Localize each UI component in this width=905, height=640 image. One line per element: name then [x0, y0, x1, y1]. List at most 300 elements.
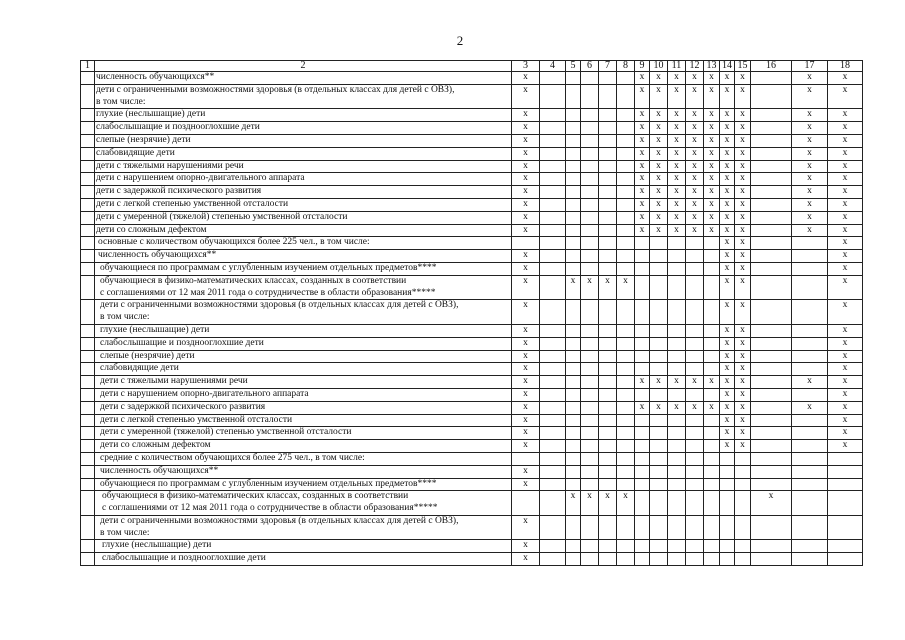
- mark-cell: x: [512, 440, 540, 453]
- mark-cell: x: [635, 211, 650, 224]
- mark-cell: [566, 134, 581, 147]
- mark-cell: [566, 160, 581, 173]
- mark-cell: [635, 337, 650, 350]
- mark-cell: x: [512, 478, 540, 491]
- row-label: дети с ограниченными возможностями здоровья (в отдельных классах для детей с ОВЗ), в том числе:: [95, 515, 512, 540]
- table-row: [81, 350, 863, 363]
- mark-cell: [617, 237, 635, 250]
- mark-cell: [599, 465, 617, 478]
- mark-cell: x: [650, 122, 668, 135]
- mark-cell: [512, 452, 540, 465]
- table-row: [81, 376, 863, 389]
- mark-cell: [599, 84, 617, 109]
- row-number-cell: [81, 478, 95, 491]
- mark-cell: x: [735, 109, 751, 122]
- mark-cell: [650, 237, 668, 250]
- mark-cell: [581, 388, 599, 401]
- mark-cell: [581, 376, 599, 389]
- mark-cell: [792, 452, 828, 465]
- row-label: дети с тяжелыми нарушениями речи: [95, 160, 512, 173]
- row-number-cell: [81, 414, 95, 427]
- mark-cell: [650, 300, 668, 325]
- mark-cell: [581, 350, 599, 363]
- mark-cell: [617, 250, 635, 263]
- mark-cell: [686, 275, 704, 300]
- mark-cell: [668, 478, 686, 491]
- mark-cell: [581, 452, 599, 465]
- row-label: дети с задержкой психического развития: [95, 186, 512, 199]
- mark-cell: [650, 337, 668, 350]
- mark-cell: [540, 465, 566, 478]
- mark-cell: x: [704, 160, 720, 173]
- mark-cell: [540, 84, 566, 109]
- table-row: [81, 109, 863, 122]
- mark-cell: [581, 540, 599, 553]
- row-number-cell: [81, 540, 95, 553]
- mark-cell: x: [792, 401, 828, 414]
- row-label: обучающиеся по программам с углубленным изучением отдельных предметов****: [95, 478, 512, 491]
- mark-cell: [635, 237, 650, 250]
- mark-cell: x: [704, 198, 720, 211]
- mark-cell: [751, 376, 792, 389]
- mark-cell: [735, 465, 751, 478]
- mark-cell: [566, 109, 581, 122]
- mark-cell: [668, 337, 686, 350]
- mark-cell: [751, 237, 792, 250]
- mark-cell: x: [686, 122, 704, 135]
- row-number-cell: [81, 109, 95, 122]
- mark-cell: [668, 452, 686, 465]
- mark-cell: [686, 491, 704, 516]
- row-label: дети со сложным дефектом: [95, 224, 512, 237]
- mark-cell: [686, 300, 704, 325]
- mark-cell: [650, 427, 668, 440]
- mark-cell: [751, 250, 792, 263]
- mark-cell: [720, 553, 735, 566]
- row-label: основные с количеством обучающихся более 225 чел., в том числе:: [95, 237, 512, 250]
- mark-cell: [792, 553, 828, 566]
- mark-cell: [566, 414, 581, 427]
- mark-cell: x: [512, 515, 540, 540]
- mark-cell: [720, 540, 735, 553]
- mark-cell: x: [635, 376, 650, 389]
- mark-cell: x: [828, 160, 863, 173]
- mark-cell: [599, 300, 617, 325]
- mark-cell: [704, 337, 720, 350]
- table-row: [81, 224, 863, 237]
- mark-cell: [617, 515, 635, 540]
- mark-cell: x: [720, 134, 735, 147]
- row-number-cell: [81, 337, 95, 350]
- table-row: [81, 275, 863, 300]
- mark-cell: x: [792, 211, 828, 224]
- mark-cell: [599, 401, 617, 414]
- mark-cell: x: [720, 388, 735, 401]
- mark-cell: x: [792, 147, 828, 160]
- mark-cell: x: [828, 109, 863, 122]
- mark-cell: x: [720, 250, 735, 263]
- row-label: дети с легкой степенью умственной отсталости: [95, 198, 512, 211]
- mark-cell: [735, 478, 751, 491]
- mark-cell: x: [704, 134, 720, 147]
- table-row: [81, 452, 863, 465]
- mark-cell: [581, 173, 599, 186]
- mark-cell: x: [828, 363, 863, 376]
- mark-cell: [617, 262, 635, 275]
- mark-cell: x: [735, 262, 751, 275]
- mark-cell: x: [735, 84, 751, 109]
- mark-cell: [599, 72, 617, 85]
- mark-cell: [751, 275, 792, 300]
- mark-cell: x: [735, 275, 751, 300]
- mark-cell: x: [686, 401, 704, 414]
- mark-cell: [668, 388, 686, 401]
- mark-cell: x: [566, 491, 581, 516]
- mark-cell: [581, 324, 599, 337]
- mark-cell: [792, 324, 828, 337]
- mark-cell: x: [599, 275, 617, 300]
- mark-cell: [635, 414, 650, 427]
- table-row: [81, 262, 863, 275]
- mark-cell: [599, 337, 617, 350]
- mark-cell: x: [617, 491, 635, 516]
- mark-cell: x: [735, 211, 751, 224]
- mark-cell: x: [720, 173, 735, 186]
- mark-cell: [668, 553, 686, 566]
- table-row: [81, 337, 863, 350]
- mark-cell: x: [635, 173, 650, 186]
- mark-cell: [650, 553, 668, 566]
- mark-cell: [599, 414, 617, 427]
- mark-cell: x: [512, 122, 540, 135]
- mark-cell: [686, 553, 704, 566]
- mark-cell: x: [512, 540, 540, 553]
- mark-cell: [751, 540, 792, 553]
- row-number-cell: [81, 173, 95, 186]
- row-number-cell: [81, 224, 95, 237]
- mark-cell: [581, 186, 599, 199]
- mark-cell: [650, 262, 668, 275]
- mark-cell: [566, 465, 581, 478]
- mark-cell: x: [512, 363, 540, 376]
- mark-cell: [566, 337, 581, 350]
- mark-cell: [686, 363, 704, 376]
- mark-cell: x: [635, 109, 650, 122]
- mark-cell: x: [828, 147, 863, 160]
- row-label: обучающиеся в физико-математических классах, созданных в соответствии с соглашениями от 12 мая 2011 года о сотрудничестве в области образования*****: [95, 275, 512, 300]
- mark-cell: [581, 515, 599, 540]
- mark-cell: x: [792, 224, 828, 237]
- mark-cell: [599, 350, 617, 363]
- table-row: [81, 84, 863, 109]
- mark-cell: x: [828, 337, 863, 350]
- mark-cell: [751, 337, 792, 350]
- mark-cell: [751, 160, 792, 173]
- mark-cell: [792, 300, 828, 325]
- mark-cell: [599, 211, 617, 224]
- mark-cell: x: [828, 134, 863, 147]
- mark-cell: [566, 376, 581, 389]
- row-label: численность обучающихся**: [95, 250, 512, 263]
- mark-cell: [635, 515, 650, 540]
- mark-cell: x: [650, 173, 668, 186]
- row-number-cell: [81, 262, 95, 275]
- table-row: [81, 211, 863, 224]
- mark-cell: [540, 350, 566, 363]
- mark-cell: [635, 300, 650, 325]
- mark-cell: [540, 250, 566, 263]
- mark-cell: x: [720, 160, 735, 173]
- row-label: слепые (незрячие) дети: [95, 350, 512, 363]
- mark-cell: [792, 388, 828, 401]
- mark-cell: x: [828, 250, 863, 263]
- mark-cell: x: [735, 350, 751, 363]
- row-number-cell: [81, 440, 95, 453]
- mark-cell: [792, 363, 828, 376]
- mark-cell: [617, 198, 635, 211]
- column-header: 12: [686, 61, 704, 72]
- row-label: дети с легкой степенью умственной отсталости: [95, 414, 512, 427]
- mark-cell: [704, 478, 720, 491]
- mark-cell: [512, 237, 540, 250]
- mark-cell: x: [792, 134, 828, 147]
- mark-cell: x: [704, 84, 720, 109]
- mark-cell: [540, 109, 566, 122]
- mark-cell: [599, 186, 617, 199]
- mark-cell: x: [735, 250, 751, 263]
- mark-cell: x: [512, 211, 540, 224]
- mark-cell: [581, 237, 599, 250]
- mark-cell: x: [512, 427, 540, 440]
- mark-cell: [792, 491, 828, 516]
- mark-cell: [735, 540, 751, 553]
- mark-cell: [668, 275, 686, 300]
- mark-cell: [650, 491, 668, 516]
- mark-cell: x: [635, 134, 650, 147]
- mark-cell: [635, 275, 650, 300]
- mark-cell: [566, 363, 581, 376]
- table-row: [81, 440, 863, 453]
- mark-cell: x: [512, 401, 540, 414]
- column-header: 16: [751, 61, 792, 72]
- mark-cell: [751, 324, 792, 337]
- mark-cell: [751, 211, 792, 224]
- mark-cell: x: [512, 72, 540, 85]
- mark-cell: [686, 540, 704, 553]
- mark-cell: [540, 147, 566, 160]
- mark-cell: [617, 211, 635, 224]
- mark-cell: [599, 515, 617, 540]
- mark-cell: [599, 173, 617, 186]
- mark-cell: [581, 147, 599, 160]
- table-row: [81, 237, 863, 250]
- mark-cell: [540, 491, 566, 516]
- row-number-cell: [81, 388, 95, 401]
- row-number-cell: [81, 350, 95, 363]
- mark-cell: x: [617, 275, 635, 300]
- mark-cell: [751, 262, 792, 275]
- mark-cell: [650, 275, 668, 300]
- mark-cell: [581, 300, 599, 325]
- mark-cell: x: [735, 72, 751, 85]
- mark-cell: [828, 515, 863, 540]
- mark-cell: [635, 440, 650, 453]
- mark-cell: x: [792, 122, 828, 135]
- row-number-cell: [81, 122, 95, 135]
- mark-cell: [566, 515, 581, 540]
- mark-cell: [751, 84, 792, 109]
- mark-cell: [581, 427, 599, 440]
- mark-cell: x: [650, 211, 668, 224]
- mark-cell: x: [720, 337, 735, 350]
- row-number-cell: [81, 160, 95, 173]
- table-row: [81, 414, 863, 427]
- mark-cell: [599, 198, 617, 211]
- mark-cell: [704, 414, 720, 427]
- row-label: обучающиеся в физико-математических классах, созданных в соответствии с соглашениями от 12 мая 2011 года о сотрудничестве в области образования*****: [95, 491, 512, 516]
- mark-cell: [540, 401, 566, 414]
- row-label: дети с тяжелыми нарушениями речи: [95, 376, 512, 389]
- mark-cell: x: [735, 224, 751, 237]
- mark-cell: x: [735, 440, 751, 453]
- mark-cell: [540, 211, 566, 224]
- mark-cell: [635, 388, 650, 401]
- mark-cell: [566, 147, 581, 160]
- table-row: [81, 465, 863, 478]
- mark-cell: [617, 134, 635, 147]
- mark-cell: [617, 72, 635, 85]
- mark-cell: [617, 84, 635, 109]
- mark-cell: x: [635, 72, 650, 85]
- mark-cell: x: [720, 122, 735, 135]
- table-row: [81, 401, 863, 414]
- mark-cell: [751, 388, 792, 401]
- mark-cell: x: [735, 173, 751, 186]
- mark-cell: x: [635, 147, 650, 160]
- table-row: [81, 300, 863, 325]
- mark-cell: [668, 440, 686, 453]
- mark-cell: [792, 414, 828, 427]
- mark-cell: [650, 478, 668, 491]
- mark-cell: x: [668, 224, 686, 237]
- mark-cell: [617, 173, 635, 186]
- mark-cell: [720, 452, 735, 465]
- mark-cell: [599, 427, 617, 440]
- mark-cell: [668, 465, 686, 478]
- mark-cell: x: [720, 414, 735, 427]
- mark-cell: [617, 540, 635, 553]
- mark-cell: [599, 440, 617, 453]
- mark-cell: [792, 465, 828, 478]
- mark-cell: x: [686, 160, 704, 173]
- mark-cell: x: [512, 376, 540, 389]
- mark-cell: x: [635, 160, 650, 173]
- mark-cell: x: [668, 147, 686, 160]
- mark-cell: [686, 262, 704, 275]
- mark-cell: x: [704, 173, 720, 186]
- mark-cell: x: [512, 250, 540, 263]
- mark-cell: [599, 478, 617, 491]
- mark-cell: [599, 250, 617, 263]
- mark-cell: [650, 465, 668, 478]
- row-number-cell: [81, 515, 95, 540]
- column-header: 13: [704, 61, 720, 72]
- mark-cell: x: [735, 427, 751, 440]
- mark-cell: [581, 363, 599, 376]
- mark-cell: [540, 540, 566, 553]
- mark-cell: [650, 324, 668, 337]
- mark-cell: x: [686, 198, 704, 211]
- mark-cell: [668, 491, 686, 516]
- row-number-cell: [81, 211, 95, 224]
- mark-cell: [668, 515, 686, 540]
- mark-cell: [566, 478, 581, 491]
- mark-cell: [751, 553, 792, 566]
- mark-cell: [540, 324, 566, 337]
- mark-cell: x: [686, 72, 704, 85]
- mark-cell: [581, 134, 599, 147]
- mark-cell: [828, 478, 863, 491]
- mark-cell: [566, 237, 581, 250]
- mark-cell: x: [650, 186, 668, 199]
- mark-cell: [704, 440, 720, 453]
- mark-cell: [581, 160, 599, 173]
- mark-cell: [581, 337, 599, 350]
- mark-cell: x: [704, 109, 720, 122]
- mark-cell: x: [512, 134, 540, 147]
- mark-cell: [792, 427, 828, 440]
- row-number-cell: [81, 491, 95, 516]
- mark-cell: [668, 414, 686, 427]
- table-row: [81, 198, 863, 211]
- mark-cell: [720, 515, 735, 540]
- mark-cell: x: [720, 224, 735, 237]
- row-number-cell: [81, 237, 95, 250]
- mark-cell: [566, 72, 581, 85]
- mark-cell: [792, 275, 828, 300]
- mark-cell: x: [828, 186, 863, 199]
- mark-cell: x: [704, 122, 720, 135]
- mark-cell: [581, 84, 599, 109]
- mark-cell: x: [751, 491, 792, 516]
- mark-cell: x: [720, 324, 735, 337]
- table-row: [81, 72, 863, 85]
- mark-cell: [540, 237, 566, 250]
- mark-cell: x: [668, 134, 686, 147]
- table-row: [81, 324, 863, 337]
- row-label: средние с количеством обучающихся более 275 чел., в том числе:: [95, 452, 512, 465]
- mark-cell: [581, 401, 599, 414]
- mark-cell: [599, 237, 617, 250]
- table-header-row: [81, 61, 863, 72]
- mark-cell: x: [720, 363, 735, 376]
- column-header: 6: [581, 61, 599, 72]
- mark-cell: [566, 427, 581, 440]
- mark-cell: [540, 363, 566, 376]
- row-label: численность обучающихся**: [95, 465, 512, 478]
- mark-cell: [581, 72, 599, 85]
- column-header: 9: [635, 61, 650, 72]
- mark-cell: x: [828, 262, 863, 275]
- mark-cell: [792, 350, 828, 363]
- mark-cell: [599, 363, 617, 376]
- mark-cell: x: [720, 147, 735, 160]
- mark-cell: [617, 337, 635, 350]
- mark-cell: x: [512, 109, 540, 122]
- mark-cell: [599, 324, 617, 337]
- mark-cell: [751, 401, 792, 414]
- column-header: 10: [650, 61, 668, 72]
